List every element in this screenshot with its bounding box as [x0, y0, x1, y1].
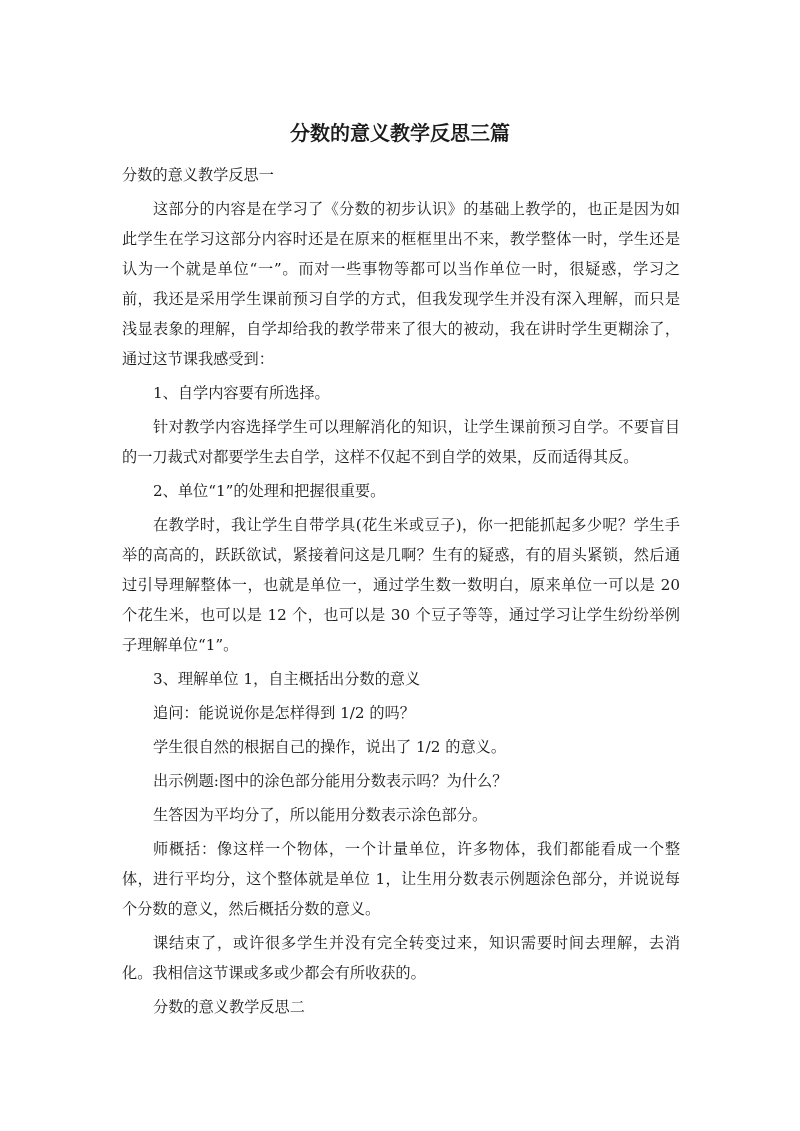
paragraph-intro: 这部分的内容是在学习了《分数的初步认识》的基础上教学的，也正是因为如此学生在学习这部分内容时还是在原来的框框里出不来，教学整体一时，学生还是认为一个就是单位“一”。而对一些事物等都可以当作单位一时，很疑惑，学习之前，我还是采用学生课前预习自学的方式，但我发现学生并没有深入理解，而只是浅显表象的理解，自学却给我的教学带来了很大的被动，我在讲时学生更糊涂了，通过这节课我感受到：: [122, 200, 680, 368]
section-heading-2: 分数的意义教学反思二: [153, 998, 305, 1016]
point-heading-2: 2、单位“1”的处理和把握很重要。: [153, 482, 386, 500]
paragraph-example-answer: 生答因为平均分了，所以能用分数表示涂色部分。: [153, 806, 488, 824]
paragraph-teacher-summary: 师概括：像这样一个物体，一个计量单位，许多物体，我们都能看成一个整体，进行平均分，这个整体就是单位 1，让生用分数表示例题涂色部分，并说说每个分数的意义，然后概括分数的意义。: [122, 840, 680, 918]
paragraph-point-1: 针对教学内容选择学生可以理解消化的知识，让学生课前预习自学。不要盲目的一刀裁式对都要学生去自学，这样不仅起不到自学的效果，反而适得其反。: [122, 418, 680, 466]
document-body: [122, 160, 680, 1022]
point-heading-1: 1、自学内容要有所选择。: [153, 384, 330, 402]
section-heading-1: 分数的意义教学反思一: [122, 166, 274, 184]
document-title: 分数的意义教学反思三篇: [290, 121, 510, 145]
paragraph-example: 出示例题:图中的涂色部分能用分数表示吗？为什么？: [153, 772, 508, 790]
paragraph-question: 追问：能说说你是怎样得到 1/2 的吗？: [153, 704, 415, 722]
paragraph-student-answer: 学生很自然的根据自己的操作，说出了 1/2 的意义。: [153, 738, 507, 756]
paragraph-point-2: 在教学时，我让学生自带学具(花生米或豆子)，你一把能抓起多少呢？学生手举的高高的，跃跃欲试，紧接着问这是几啊？生有的疑惑，有的眉头紧锁，然后通过引导理解整体一，也就是单位一，通过学生数一数明白，原来单位一可以是 20 个花生米，也可以是 12 个，也可以是 30 个豆子等等，通过学习让学生纷纷举例子理解单位“1”。: [122, 516, 680, 654]
paragraph-conclusion: 课结束了，或许很多学生并没有完全转变过来，知识需要时间去理解，去消化。我相信这节课或多或少都会有所收获的。: [122, 934, 680, 982]
point-heading-3: 3、理解单位 1，自主概括出分数的意义: [153, 670, 421, 688]
